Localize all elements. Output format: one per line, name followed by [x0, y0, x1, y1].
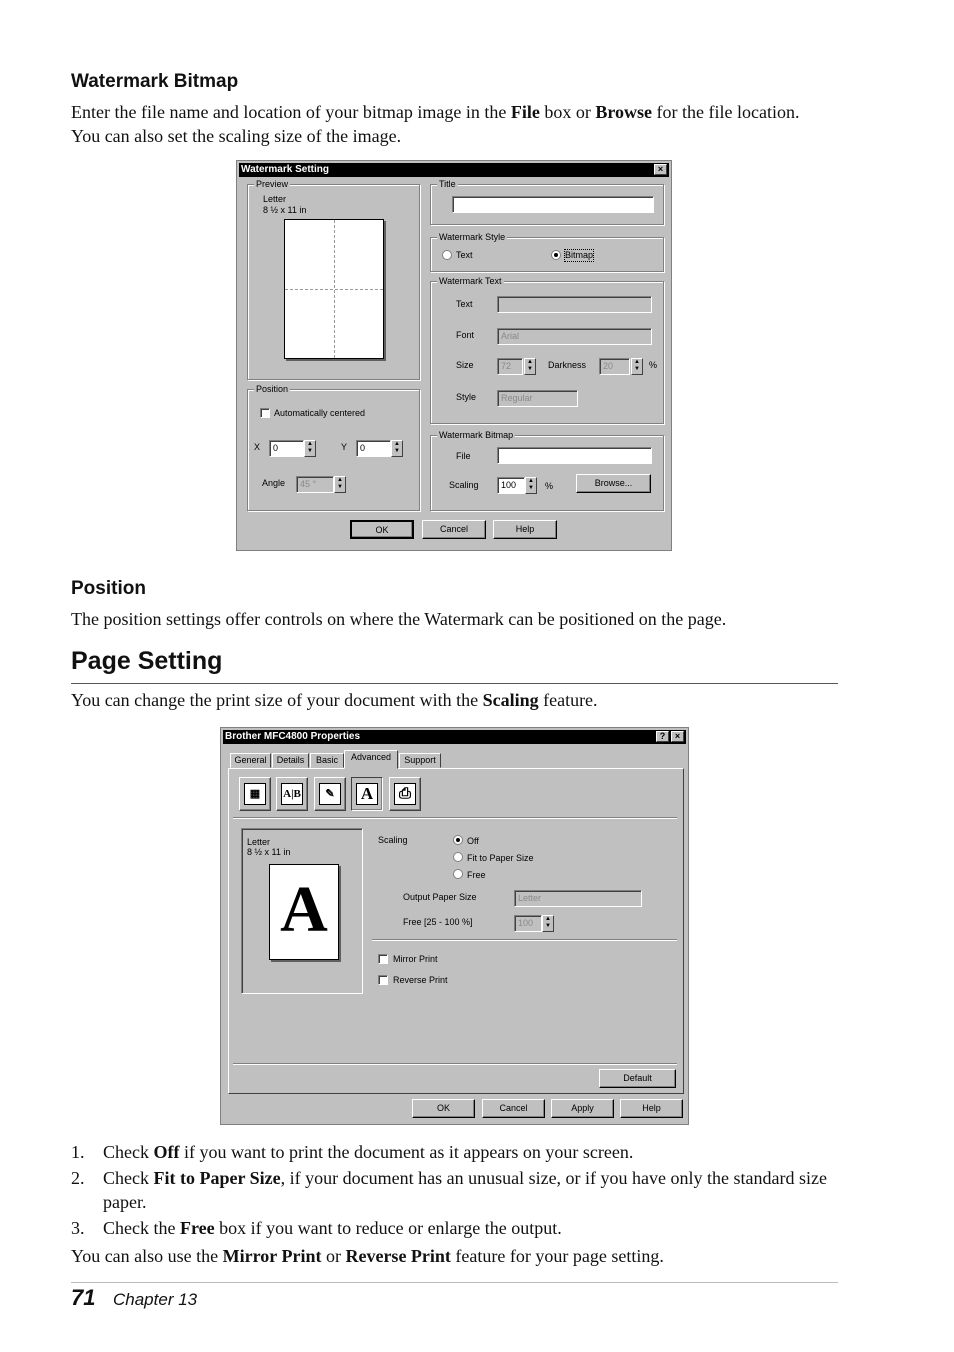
ok-button[interactable]: OK [350, 520, 414, 539]
list-text [103, 1140, 843, 1164]
help-question-icon[interactable]: ? [656, 731, 669, 742]
free-range-label: Free [25 - 100 %] [403, 917, 473, 927]
dialog-title: Watermark Setting [241, 164, 329, 175]
text-run: You can also use the [71, 1246, 223, 1266]
device-options-icon[interactable] [389, 777, 421, 811]
group-legend: Watermark Bitmap [439, 430, 514, 440]
title-select[interactable] [452, 196, 654, 213]
help-button[interactable]: Help [620, 1099, 683, 1118]
preview-letter: A [280, 873, 328, 946]
heading-rule [71, 683, 838, 684]
bold-term-file: File [510, 102, 540, 122]
text-run: for the file location. [652, 102, 800, 122]
separator [372, 939, 677, 941]
default-button[interactable]: Default [599, 1069, 676, 1088]
preview-group [247, 179, 420, 380]
title-group [430, 179, 664, 225]
style-label: Style [456, 392, 477, 402]
paper-name: Letter [263, 194, 287, 204]
apply-button[interactable]: Apply [551, 1099, 614, 1118]
paper-name: Letter [247, 837, 271, 847]
darkness-spinner[interactable]: ▲ ▼ [631, 358, 643, 375]
list-number: 3. [71, 1218, 85, 1238]
tab-basic[interactable]: Basic [310, 753, 344, 768]
paper-size: 8 ½ x 11 in [263, 205, 307, 215]
text-run: You can also set the scaling size of the image. [71, 126, 402, 146]
chapter-label: Chapter 13 [113, 1290, 198, 1309]
bold-term: Fit to Paper Size [153, 1168, 281, 1188]
group-legend: Title [439, 179, 456, 189]
text-input[interactable] [497, 296, 652, 313]
printer-properties-dialog [220, 727, 689, 1125]
paper-size: 8 ½ x 11 in [247, 847, 291, 857]
separator [233, 817, 677, 819]
reverse-print-checkbox[interactable] [378, 975, 388, 985]
percent-label: % [545, 481, 554, 491]
close-icon[interactable]: × [671, 731, 684, 742]
help-button[interactable]: Help [493, 520, 557, 539]
footer-rule [71, 1282, 838, 1283]
auto-centered-checkbox[interactable] [260, 408, 270, 418]
scaling-off-label: Off [467, 836, 479, 846]
group-legend: Preview [256, 179, 289, 189]
y-input[interactable]: 0 [356, 440, 391, 457]
x-input[interactable]: 0 [269, 440, 304, 457]
print-quality-icon[interactable] [239, 777, 271, 811]
scaling-label: Scaling [449, 480, 479, 490]
text-label: Text [456, 299, 473, 309]
text-run: Check [103, 1168, 154, 1188]
file-label: File [456, 451, 471, 461]
section-heading-position: Position [71, 578, 146, 599]
text-run: box if you want to reduce or enlarge the output. [214, 1218, 562, 1238]
angle-label: Angle [262, 478, 286, 488]
icon-glyph: A|B [281, 783, 303, 805]
page-preview [269, 864, 339, 960]
icon-glyph: ▦ [244, 783, 266, 805]
text-style-label: Text [456, 250, 473, 260]
size-spinner[interactable]: ▲ ▼ [524, 358, 536, 375]
angle-spinner[interactable]: ▲ ▼ [334, 476, 346, 493]
watermark-text-group [430, 276, 664, 424]
font-label: Font [456, 330, 475, 340]
text-run: Check the [103, 1218, 180, 1238]
page-setting-icon[interactable] [351, 777, 383, 811]
font-select[interactable]: Arial [497, 328, 652, 345]
group-legend: Position [256, 384, 289, 394]
bold-term: Off [153, 1142, 180, 1162]
scaling-off-radio[interactable] [453, 835, 463, 845]
ok-button[interactable]: OK [412, 1099, 475, 1118]
group-legend: Watermark Style [439, 232, 506, 242]
file-input[interactable] [497, 447, 652, 464]
percent-label: % [649, 360, 658, 370]
mirror-print-label: Mirror Print [393, 954, 438, 964]
page-preview-panel [241, 828, 363, 994]
list-number: 2. [71, 1168, 85, 1188]
section-heading-page-setting: Page Setting [71, 647, 223, 675]
fit-to-paper-label: Fit to Paper Size [467, 853, 534, 863]
guide-line [285, 289, 383, 290]
duplex-icon[interactable] [276, 777, 308, 811]
cancel-button[interactable]: Cancel [482, 1099, 545, 1118]
scaling-input[interactable]: 100 [497, 477, 525, 494]
free-radio[interactable] [453, 869, 463, 879]
x-spinner[interactable]: ▲ ▼ [304, 440, 316, 457]
x-label: X [254, 442, 261, 452]
text-run: feature for your page setting. [450, 1246, 664, 1266]
icon-glyph: ✎ [319, 783, 341, 805]
text-run: feature. [538, 690, 598, 710]
text-run: You can change the print size of your document with the [71, 690, 483, 710]
paragraph-closing [71, 1244, 871, 1268]
output-paper-size-select[interactable]: Letter [514, 890, 642, 907]
bitmap-style-radio[interactable] [551, 250, 561, 260]
bold-term-mirror-print: Mirror Print [222, 1246, 322, 1266]
scaling-spinner[interactable]: ▲ ▼ [525, 477, 537, 494]
bold-term-scaling: Scaling [482, 690, 539, 710]
list-number: 1. [71, 1142, 85, 1162]
angle-input[interactable]: 45 ° [296, 476, 334, 493]
text-style-radio[interactable] [442, 250, 452, 260]
size-input[interactable]: 72 [497, 358, 523, 375]
list-text [103, 1216, 843, 1240]
free-value-input[interactable]: 100 [514, 915, 542, 932]
dialog-title: Brother MFC4800 Properties [225, 731, 361, 742]
bold-term-browse: Browse [595, 102, 653, 122]
section-heading-watermark-bitmap: Watermark Bitmap [71, 71, 239, 92]
watermark-style-group [430, 232, 664, 272]
icon-glyph: A [356, 783, 378, 805]
reverse-print-label: Reverse Print [393, 975, 448, 985]
y-spinner[interactable]: ▲ ▼ [391, 440, 403, 457]
text-run: or [321, 1246, 346, 1266]
bold-term: Free [179, 1218, 215, 1238]
darkness-label: Darkness [548, 360, 587, 370]
tab-panel-advanced [228, 768, 684, 1094]
paragraph-position: The position settings offer controls on where the Watermark can be positioned on the page. [71, 609, 727, 629]
text-run: if you want to print the document as it appears on your screen. [179, 1142, 634, 1162]
text-run: Enter the file name and location of your bitmap image in the [71, 102, 511, 122]
bitmap-style-label: Bitmap [565, 250, 594, 260]
tab-details[interactable]: Details [272, 753, 309, 768]
bold-term-reverse-print: Reverse Print [345, 1246, 451, 1266]
page-preview [284, 219, 384, 359]
group-legend: Watermark Text [439, 276, 502, 286]
free-label: Free [467, 870, 486, 880]
browse-button[interactable]: Browse... [576, 474, 651, 493]
text-run: , if your document has an unusual size, or if you have only the standard size paper. [103, 1168, 827, 1212]
mirror-print-checkbox[interactable] [378, 954, 388, 964]
close-icon[interactable]: × [654, 164, 667, 175]
watermark-setting-dialog [236, 160, 672, 551]
text-run: box or [539, 102, 596, 122]
watermark-icon[interactable] [314, 777, 346, 811]
free-value-spinner[interactable]: ▲ ▼ [542, 915, 554, 932]
fit-to-paper-radio[interactable] [453, 852, 463, 862]
separator [233, 1063, 677, 1065]
paragraph-page-setting [71, 688, 871, 712]
dialog-titlebar [239, 163, 669, 177]
scaling-label: Scaling [378, 835, 408, 845]
tab-general[interactable]: General [230, 753, 271, 768]
page-number: 71 [71, 1285, 96, 1310]
list-text [103, 1166, 843, 1214]
tab-support[interactable]: Support [399, 753, 441, 768]
style-select[interactable]: Regular [497, 390, 578, 407]
dialog-titlebar [223, 730, 686, 744]
y-label: Y [341, 442, 348, 452]
size-label: Size [456, 360, 474, 370]
text-run: Check [103, 1142, 154, 1162]
output-paper-size-label: Output Paper Size [403, 892, 477, 902]
auto-centered-label: Automatically centered [274, 408, 366, 418]
watermark-bitmap-group [430, 430, 664, 511]
paragraph-watermark-bitmap [71, 100, 871, 148]
darkness-input[interactable]: 20 [599, 358, 630, 375]
tab-advanced[interactable]: Advanced [344, 750, 398, 769]
position-group [247, 384, 420, 511]
cancel-button[interactable]: Cancel [422, 520, 486, 539]
icon-glyph: ⎙ [394, 783, 416, 805]
